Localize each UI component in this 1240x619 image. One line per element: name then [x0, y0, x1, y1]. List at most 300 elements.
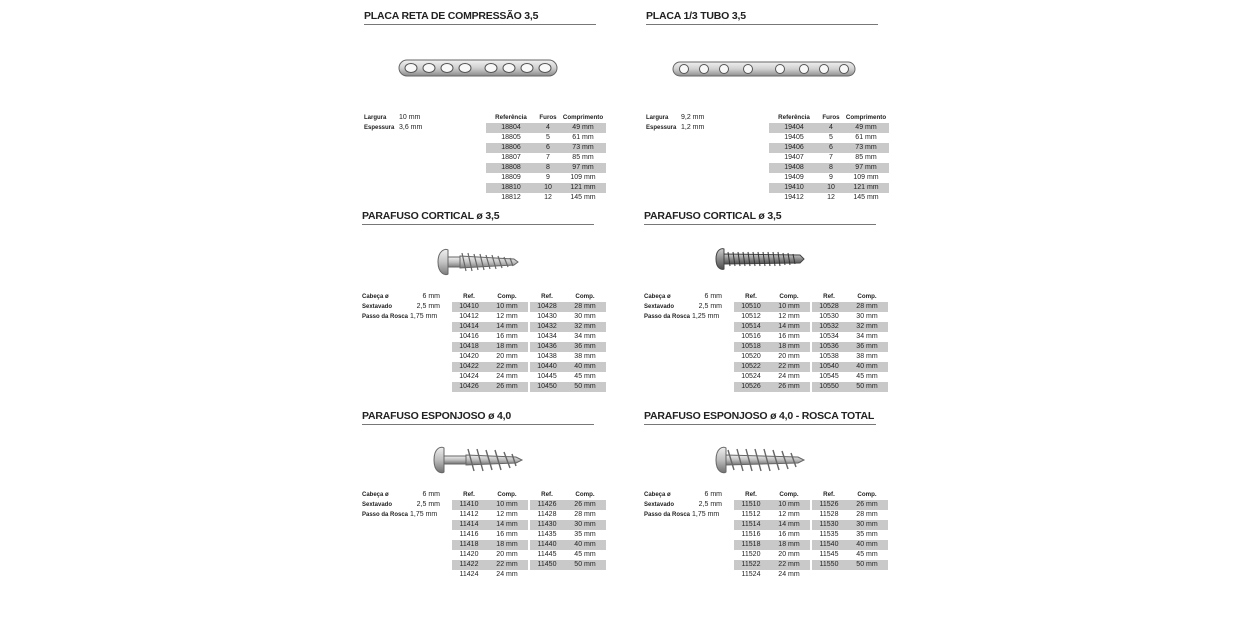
table-cell: 11526 — [819, 501, 839, 508]
table-row — [452, 570, 528, 580]
table-cell: 7 — [829, 154, 833, 161]
table-row — [486, 123, 606, 133]
spec-value: 1,75 mm — [410, 511, 438, 518]
column-header: Comp. — [497, 293, 517, 300]
table-row — [812, 332, 888, 342]
spec-label: Cabeça ø — [644, 492, 671, 498]
section-title: PARAFUSO CORTICAL ø 3,5 — [362, 210, 594, 225]
table-cell: 30 mm — [856, 313, 878, 320]
screw-table-right — [812, 292, 888, 392]
spec-value: 6 mm — [704, 293, 722, 300]
table-cell: 12 mm — [778, 511, 800, 518]
table-cell: 10512 — [741, 313, 761, 320]
spec-label: Sextavado — [362, 502, 393, 508]
table-row — [530, 362, 606, 372]
section-title: PARAFUSO ESPONJOSO ø 4,0 - ROSCA TOTAL — [644, 410, 876, 425]
column-header: Comp. — [779, 491, 799, 498]
table-cell: 11528 — [819, 511, 839, 518]
table-row — [812, 540, 888, 550]
table-cell: 109 mm — [570, 174, 596, 181]
table-cell: 49 mm — [572, 124, 594, 131]
cancellous-screw-image — [432, 444, 524, 481]
plate-specs — [646, 113, 704, 133]
table-header — [769, 113, 889, 123]
column-header: Ref. — [463, 293, 475, 300]
table-cell: 18809 — [501, 174, 521, 181]
table-cell: 16 mm — [496, 531, 518, 538]
table-cell: 10418 — [459, 343, 479, 350]
table-row — [769, 143, 889, 153]
table-cell: 19412 — [784, 194, 804, 201]
column-header: Comprimento — [845, 114, 887, 121]
table-row — [769, 153, 889, 163]
column-header: Ref. — [745, 293, 757, 300]
table-row — [452, 362, 528, 372]
table-cell: 61 mm — [572, 134, 594, 141]
table-row — [769, 123, 889, 133]
section-title: PLACA 1/3 TUBO 3,5 — [646, 10, 878, 25]
table-cell: 10516 — [741, 333, 761, 340]
table-cell: 6 — [546, 144, 550, 151]
column-header: Ref. — [823, 293, 835, 300]
table-cell: 11426 — [537, 501, 557, 508]
table-cell: 32 mm — [856, 323, 878, 330]
table-cell: 10414 — [459, 323, 479, 330]
table-header — [530, 490, 606, 500]
spec-value: 2,5 mm — [416, 501, 440, 508]
table-cell: 145 mm — [853, 194, 879, 201]
table-row — [530, 550, 606, 560]
table-cell: 10526 — [741, 383, 761, 390]
table-cell: 26 mm — [856, 501, 878, 508]
table-cell: 28 mm — [574, 511, 596, 518]
table-row — [769, 193, 889, 203]
table-cell: 40 mm — [574, 363, 596, 370]
table-row — [452, 520, 528, 530]
table-cell: 121 mm — [853, 184, 879, 191]
table-cell: 9 — [546, 174, 550, 181]
table-cell: 10534 — [819, 333, 839, 340]
spec-label: Sextavado — [362, 304, 393, 310]
table-cell: 22 mm — [778, 561, 800, 568]
table-cell: 11424 — [459, 571, 479, 578]
table-cell: 97 mm — [855, 164, 877, 171]
table-cell: 22 mm — [778, 363, 800, 370]
table-row — [452, 342, 528, 352]
section-title: PLACA RETA DE COMPRESSÃO 3,5 — [364, 10, 596, 25]
table-header — [812, 490, 888, 500]
table-row — [812, 520, 888, 530]
table-cell: 20 mm — [496, 353, 518, 360]
table-row — [486, 143, 606, 153]
section-title: PARAFUSO ESPONJOSO ø 4,0 — [362, 410, 594, 425]
spec-label: Passo da Rosca — [644, 512, 691, 518]
table-cell: 30 mm — [856, 521, 878, 528]
table-cell: 9 — [829, 174, 833, 181]
table-row — [452, 560, 528, 570]
section-cancellous-screw — [362, 410, 598, 605]
table-cell: 45 mm — [574, 551, 596, 558]
table-cell: 11524 — [741, 571, 761, 578]
table-cell: 8 — [546, 164, 550, 171]
spec-label: Sextavado — [644, 502, 675, 508]
table-header — [530, 292, 606, 302]
column-header: Referência — [495, 114, 527, 121]
table-cell: 18 mm — [496, 541, 518, 548]
screw-table-right — [812, 490, 888, 570]
table-header — [812, 292, 888, 302]
table-cell: 10518 — [741, 343, 761, 350]
table-row — [734, 322, 810, 332]
table-row — [530, 352, 606, 362]
table-cell: 36 mm — [856, 343, 878, 350]
plate-specs — [364, 113, 422, 133]
table-row — [734, 302, 810, 312]
table-row — [812, 312, 888, 322]
table-row — [812, 322, 888, 332]
spec-value: 1,75 mm — [692, 511, 720, 518]
table-cell: 10510 — [741, 303, 761, 310]
table-row — [734, 530, 810, 540]
table-cell: 10420 — [459, 353, 479, 360]
column-header: Comp. — [857, 293, 877, 300]
table-row — [734, 342, 810, 352]
table-cell: 121 mm — [570, 184, 596, 191]
table-cell: 10522 — [741, 363, 761, 370]
column-header: Ref. — [823, 491, 835, 498]
table-cell: 10 mm — [496, 501, 518, 508]
table-row — [530, 332, 606, 342]
column-header: Ref. — [463, 491, 475, 498]
table-row — [812, 372, 888, 382]
table-row — [734, 510, 810, 520]
column-header: Comp. — [779, 293, 799, 300]
table-row — [734, 550, 810, 560]
table-row — [486, 133, 606, 143]
table-row — [452, 352, 528, 362]
table-row — [734, 352, 810, 362]
table-row — [486, 163, 606, 173]
spec-label: Sextavado — [644, 304, 675, 310]
table-row — [452, 540, 528, 550]
table-cell: 11545 — [819, 551, 839, 558]
table-cell: 10410 — [459, 303, 479, 310]
table-row — [769, 163, 889, 173]
table-cell: 24 mm — [496, 373, 518, 380]
table-cell: 11516 — [741, 531, 761, 538]
table-cell: 10520 — [741, 353, 761, 360]
table-cell: 11416 — [459, 531, 479, 538]
table-cell: 12 mm — [496, 313, 518, 320]
column-header: Comprimento — [562, 114, 604, 121]
table-row — [530, 342, 606, 352]
table-cell: 10 mm — [778, 501, 800, 508]
table-cell: 35 mm — [856, 531, 878, 538]
column-header: Furos — [822, 114, 840, 121]
table-cell: 35 mm — [574, 531, 596, 538]
table-cell: 85 mm — [572, 154, 594, 161]
table-cell: 16 mm — [778, 333, 800, 340]
table-cell: 10428 — [537, 303, 557, 310]
table-cell: 26 mm — [574, 501, 596, 508]
plate-table — [769, 113, 889, 203]
table-row — [734, 372, 810, 382]
cancellous-full-screw-image — [714, 444, 806, 481]
table-cell: 28 mm — [574, 303, 596, 310]
spec-value: 6 mm — [422, 293, 440, 300]
table-cell: 40 mm — [856, 541, 878, 548]
table-row — [812, 560, 888, 570]
column-header: Ref. — [541, 293, 553, 300]
table-row — [812, 550, 888, 560]
table-cell: 34 mm — [574, 333, 596, 340]
table-cell: 10434 — [537, 333, 557, 340]
table-cell: 18 mm — [496, 343, 518, 350]
table-row — [452, 550, 528, 560]
table-row — [812, 352, 888, 362]
table-cell: 22 mm — [496, 363, 518, 370]
table-cell: 73 mm — [572, 144, 594, 151]
table-cell: 11412 — [459, 511, 479, 518]
table-row — [812, 302, 888, 312]
spec-label: Passo da Rosca — [362, 512, 409, 518]
table-cell: 40 mm — [574, 541, 596, 548]
spec-label: Cabeça ø — [362, 294, 389, 300]
table-row — [530, 382, 606, 392]
table-cell: 40 mm — [856, 363, 878, 370]
screw-specs — [644, 292, 722, 322]
screw-table-left — [452, 292, 528, 392]
spec-value: 10 mm — [399, 114, 421, 121]
table-cell: 11518 — [741, 541, 761, 548]
table-cell: 10440 — [537, 363, 557, 370]
table-cell: 10424 — [459, 373, 479, 380]
table-cell: 50 mm — [856, 561, 878, 568]
screw-table-left — [734, 292, 810, 392]
table-header — [734, 292, 810, 302]
section-title: PARAFUSO CORTICAL ø 3,5 — [644, 210, 876, 225]
tube-plate-image — [672, 60, 856, 83]
table-row — [452, 372, 528, 382]
table-cell: 19410 — [784, 184, 804, 191]
table-row — [769, 173, 889, 183]
table-cell: 11514 — [741, 521, 761, 528]
table-cell: 38 mm — [856, 353, 878, 360]
table-row — [452, 332, 528, 342]
table-row — [530, 312, 606, 322]
table-cell: 10426 — [459, 383, 479, 390]
table-row — [486, 173, 606, 183]
table-cell: 20 mm — [778, 353, 800, 360]
table-cell: 10532 — [819, 323, 839, 330]
cortical-screw-image — [436, 246, 520, 283]
screw-specs — [644, 490, 722, 520]
table-cell: 10438 — [537, 353, 557, 360]
table-cell: 10 — [544, 184, 552, 191]
table-cell: 18810 — [501, 184, 521, 191]
table-cell: 5 — [546, 134, 550, 141]
table-row — [486, 183, 606, 193]
table-cell: 18808 — [501, 164, 521, 171]
table-cell: 7 — [546, 154, 550, 161]
table-cell: 19407 — [784, 154, 804, 161]
table-cell: 22 mm — [496, 561, 518, 568]
table-cell: 11440 — [537, 541, 557, 548]
table-cell: 11522 — [741, 561, 761, 568]
table-cell: 45 mm — [856, 373, 878, 380]
table-cell: 26 mm — [778, 383, 800, 390]
table-cell: 18812 — [501, 194, 521, 201]
spec-value: 1,25 mm — [692, 313, 720, 320]
table-row — [812, 500, 888, 510]
table-cell: 10514 — [741, 323, 761, 330]
table-cell: 19405 — [784, 134, 804, 141]
column-header: Comp. — [575, 293, 595, 300]
table-cell: 11435 — [537, 531, 557, 538]
table-cell: 10412 — [459, 313, 479, 320]
table-cell: 38 mm — [574, 353, 596, 360]
table-row — [734, 560, 810, 570]
table-cell: 12 mm — [778, 313, 800, 320]
table-cell: 11550 — [819, 561, 839, 568]
screw-table-right — [530, 490, 606, 570]
table-row — [734, 540, 810, 550]
column-header: Comp. — [497, 491, 517, 498]
table-cell: 24 mm — [778, 571, 800, 578]
table-cell: 45 mm — [574, 373, 596, 380]
table-row — [530, 500, 606, 510]
table-cell: 11535 — [819, 531, 839, 538]
spec-value: 2,5 mm — [698, 303, 722, 310]
table-cell: 14 mm — [778, 521, 800, 528]
table-row — [769, 133, 889, 143]
table-cell: 11530 — [819, 521, 839, 528]
table-cell: 14 mm — [496, 521, 518, 528]
table-cell: 4 — [546, 124, 550, 131]
table-cell: 18807 — [501, 154, 521, 161]
section-tube-plate — [646, 10, 887, 205]
screw-table-left — [452, 490, 528, 580]
table-cell: 50 mm — [574, 561, 596, 568]
table-row — [812, 530, 888, 540]
table-row — [769, 183, 889, 193]
table-cell: 14 mm — [778, 323, 800, 330]
table-cell: 6 — [829, 144, 833, 151]
spec-label: Largura — [646, 115, 669, 121]
table-cell: 19404 — [784, 124, 804, 131]
cortical-screw-image — [714, 246, 806, 277]
table-cell: 11428 — [537, 511, 557, 518]
table-cell: 10445 — [537, 373, 557, 380]
table-cell: 49 mm — [855, 124, 877, 131]
table-cell: 28 mm — [856, 511, 878, 518]
table-cell: 12 — [544, 194, 552, 201]
table-row — [734, 362, 810, 372]
table-row — [734, 520, 810, 530]
spec-label: Cabeça ø — [362, 492, 389, 498]
table-cell: 30 mm — [574, 521, 596, 528]
table-header — [734, 490, 810, 500]
table-cell: 8 — [829, 164, 833, 171]
spec-label: Passo da Rosca — [644, 314, 691, 320]
table-row — [530, 520, 606, 530]
table-row — [486, 193, 606, 203]
table-cell: 18804 — [501, 124, 521, 131]
table-cell: 18806 — [501, 144, 521, 151]
table-cell: 18 mm — [778, 541, 800, 548]
section-cancellous-full-thread — [644, 410, 880, 605]
table-cell: 5 — [829, 134, 833, 141]
table-row — [530, 540, 606, 550]
table-cell: 11450 — [537, 561, 557, 568]
screw-specs — [362, 292, 440, 322]
table-cell: 97 mm — [572, 164, 594, 171]
table-cell: 10540 — [819, 363, 839, 370]
table-row — [452, 500, 528, 510]
table-cell: 18 mm — [778, 343, 800, 350]
table-cell: 10536 — [819, 343, 839, 350]
table-cell: 18805 — [501, 134, 521, 141]
table-header — [486, 113, 606, 123]
table-cell: 28 mm — [856, 303, 878, 310]
section-compression-plate — [364, 10, 604, 205]
table-row — [452, 322, 528, 332]
table-cell: 32 mm — [574, 323, 596, 330]
table-row — [530, 322, 606, 332]
table-cell: 10422 — [459, 363, 479, 370]
table-cell: 16 mm — [778, 531, 800, 538]
table-cell: 10 mm — [496, 303, 518, 310]
table-row — [812, 510, 888, 520]
table-cell: 10430 — [537, 313, 557, 320]
compression-plate-image — [398, 58, 558, 83]
table-row — [452, 382, 528, 392]
table-row — [530, 510, 606, 520]
table-cell: 10538 — [819, 353, 839, 360]
spec-value: 6 mm — [422, 491, 440, 498]
table-cell: 11422 — [459, 561, 479, 568]
table-cell: 11512 — [741, 511, 761, 518]
table-row — [734, 500, 810, 510]
table-cell: 26 mm — [496, 383, 518, 390]
table-row — [452, 302, 528, 312]
section-cortical-screw-b — [644, 210, 880, 405]
table-cell: 14 mm — [496, 323, 518, 330]
spec-value: 6 mm — [704, 491, 722, 498]
table-cell: 19406 — [784, 144, 804, 151]
table-cell: 10450 — [537, 383, 557, 390]
table-cell: 11430 — [537, 521, 557, 528]
table-cell: 36 mm — [574, 343, 596, 350]
table-row — [530, 530, 606, 540]
table-cell: 16 mm — [496, 333, 518, 340]
spec-label: Espessura — [364, 125, 395, 131]
table-cell: 61 mm — [855, 134, 877, 141]
table-cell: 10432 — [537, 323, 557, 330]
table-row — [530, 560, 606, 570]
table-cell: 11520 — [741, 551, 761, 558]
table-row — [452, 510, 528, 520]
table-row — [530, 372, 606, 382]
spec-label: Espessura — [646, 125, 677, 131]
table-cell: 30 mm — [574, 313, 596, 320]
table-cell: 34 mm — [856, 333, 878, 340]
table-row — [734, 382, 810, 392]
screw-table-right — [530, 292, 606, 392]
table-cell: 10 mm — [778, 303, 800, 310]
spec-label: Cabeça ø — [644, 294, 671, 300]
table-row — [812, 382, 888, 392]
